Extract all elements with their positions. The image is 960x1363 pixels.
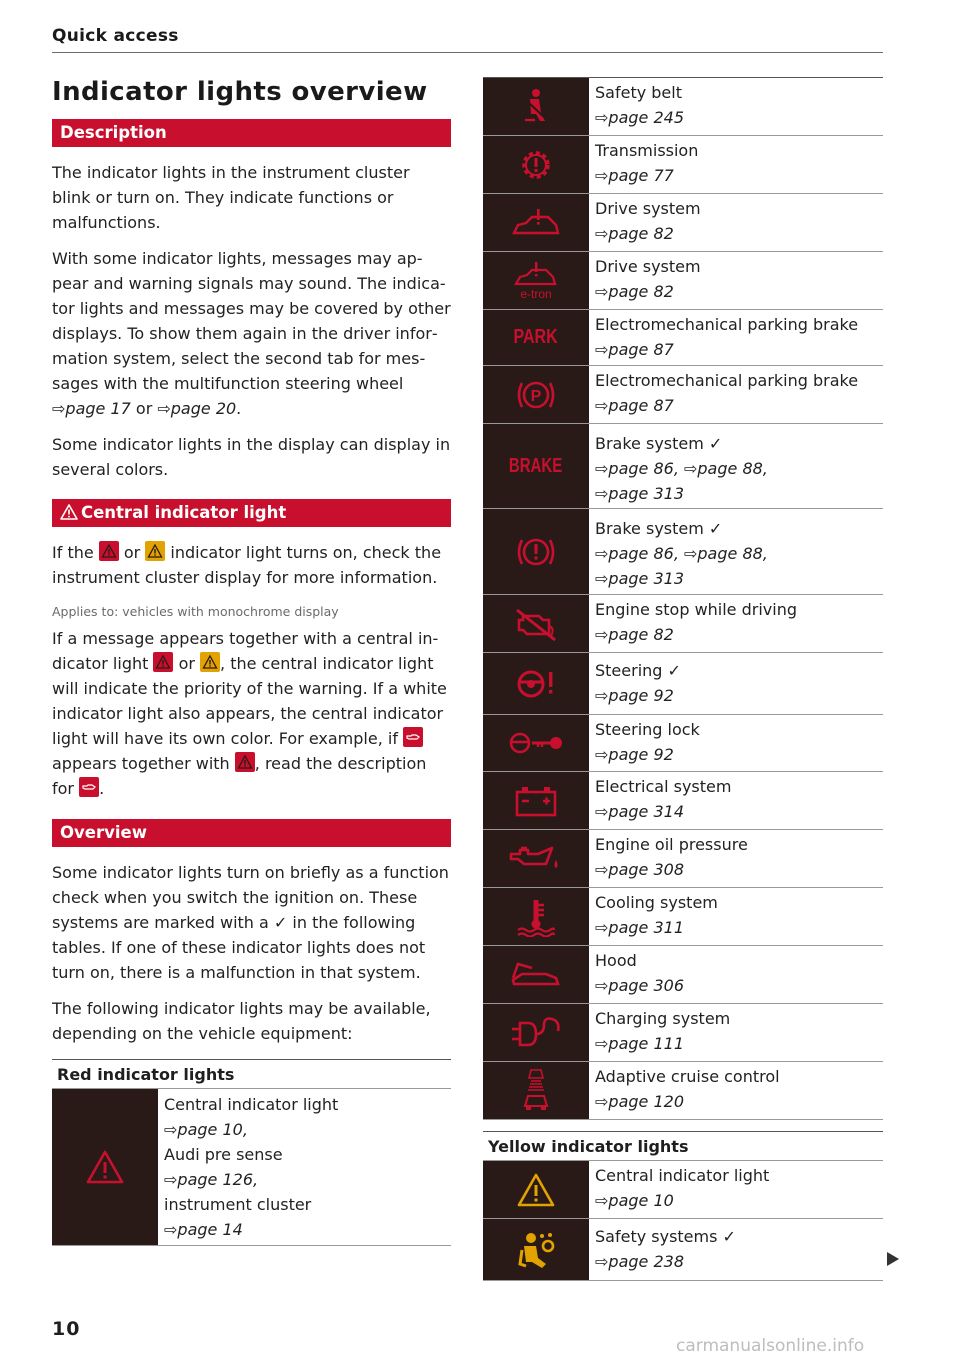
table-row <box>483 715 883 772</box>
page-ref-link[interactable]: ⇨page 14 <box>164 1220 243 1239</box>
steering-lock-icon <box>483 715 589 771</box>
page-header <box>52 26 883 53</box>
page-20-link[interactable]: ⇨page 20 <box>157 399 237 418</box>
table-row <box>483 424 883 509</box>
page-ref-link[interactable]: ⇨page 111 <box>595 1034 684 1053</box>
page-ref-link[interactable]: ⇨page 313 <box>595 569 684 588</box>
row-label: Electromechanical parking brake <box>595 371 859 390</box>
page-ref-link[interactable]: ⇨page 314 <box>595 802 684 821</box>
table-row <box>483 1062 883 1120</box>
page-ref-link[interactable]: ⇨page 120 <box>595 1092 684 1111</box>
battery-icon <box>483 772 589 829</box>
parking-brake-icon <box>483 366 589 423</box>
charging-plug-icon <box>483 1004 589 1061</box>
table-row <box>483 595 883 653</box>
red-warning-icon <box>153 652 173 672</box>
yellow-warning-icon <box>200 652 220 672</box>
table-row <box>483 772 883 830</box>
row-label: Adaptive cruise control <box>595 1067 780 1086</box>
table-row <box>483 946 883 1004</box>
row-label: Safety belt <box>595 83 682 102</box>
warning-outline-icon <box>60 501 78 529</box>
brake-text-icon: BRAKE <box>483 424 589 508</box>
table-row <box>52 1089 451 1246</box>
transmission-icon <box>483 136 589 193</box>
yellow-warning-icon <box>145 541 165 561</box>
drive-system-etron-icon <box>483 252 589 309</box>
row-label: Brake system ✓ <box>595 434 723 453</box>
page-ref-link[interactable]: ⇨page 82 <box>595 224 674 243</box>
page-ref-link[interactable]: ⇨page 92 <box>595 686 674 705</box>
svg-text:P: P <box>530 387 542 405</box>
central-paragraph-2: If a message appears together with a central indicator light or , the central indicator light will indicate the priority of the warning. If a white indicator light also appears, the central indicator light will have its own color. For example, if appears together with , read the description for . <box>52 629 447 798</box>
table-row <box>483 310 883 366</box>
cruise-control-icon <box>483 1062 589 1119</box>
row-label: Steering lock <box>595 720 700 739</box>
central-heading: Central indicator light <box>52 499 451 527</box>
row-label: Drive system <box>595 257 701 276</box>
page-ref-link[interactable]: ⇨page 86, ⇨page 88, <box>595 544 768 563</box>
row-label: Safety systems ✓ <box>595 1227 736 1246</box>
table-row <box>483 888 883 946</box>
brake-system-icon <box>483 509 589 594</box>
table-row <box>483 136 883 194</box>
row-label: Hood <box>595 951 637 970</box>
description-paragraph-2: With some indicator lights, messages may appear and warning signals may sound. The indicator lights and messages may be covered by other displays. To show them again in the driver information system, select the second tab for messages with the multifunction steering wheel ⇨page 17 or ⇨page 20. <box>52 249 451 418</box>
safety-belt-icon <box>483 78 589 135</box>
red-warning-icon <box>99 541 119 561</box>
page-ref-link[interactable]: ⇨page 10 <box>595 1191 674 1210</box>
page-number: 10 <box>52 1318 81 1340</box>
oil-can-icon <box>483 830 589 887</box>
hood-icon <box>483 946 589 1003</box>
row-label: Drive system <box>595 199 701 218</box>
etron-label: e-tron <box>520 287 552 301</box>
page-ref-link[interactable]: ⇨page 77 <box>595 166 674 185</box>
yellow-indicator-title: Yellow indicator lights <box>483 1131 883 1161</box>
overview-paragraph-1: Some indicator lights turn on briefly as a function check when you switch the ignition on. These systems are marked with a ✓ in the following tables. If one of these indicator lights does not turn on, there is a malfunction in that system. <box>52 863 449 982</box>
row-label: Electromechanical parking brake <box>595 315 859 334</box>
row-label: Steering ✓ <box>595 661 681 680</box>
central-paragraph-1: If the or indicator light turns on, check the instrument cluster display for more information. <box>52 543 442 587</box>
row-label: Transmission <box>595 141 699 160</box>
overview-heading: Overview <box>52 819 451 847</box>
row-label: Engine stop while driving <box>595 600 797 619</box>
red-lights-table <box>483 77 883 1120</box>
row-label: Electrical system <box>595 777 732 796</box>
drive-system-icon <box>483 194 589 251</box>
left-column <box>52 72 451 1246</box>
right-column <box>483 77 883 1281</box>
page-ref-link[interactable]: ⇨page 126, <box>164 1170 259 1189</box>
page-ref-link[interactable]: ⇨page 87 <box>595 340 674 359</box>
table-row <box>483 366 883 424</box>
page-ref-link[interactable]: ⇨page 92 <box>595 745 674 764</box>
page-title: Indicator lights overview <box>52 77 428 107</box>
row-label: Central indicator light <box>595 1166 770 1185</box>
page-ref-link[interactable]: ⇨page 82 <box>595 282 674 301</box>
page-ref-link[interactable]: ⇨page 306 <box>595 976 684 995</box>
row-label: Engine oil pressure <box>595 835 748 854</box>
warning-triangle-yellow-icon <box>483 1161 589 1218</box>
description-paragraph-1: The indicator lights in the instrument cluster blink or turn on. They indicate functions or malfunctions. <box>52 163 410 232</box>
table-row <box>483 1219 883 1281</box>
page-ref-link[interactable]: ⇨page 308 <box>595 860 684 879</box>
table-row <box>483 653 883 715</box>
overview-paragraph-2: The following indicator lights may be available, depending on the vehicle equipment: <box>52 999 431 1043</box>
watermark: carmanualsonline.info <box>676 1336 865 1356</box>
applies-note: Applies to: vehicles with monochrome display <box>52 604 339 619</box>
page-ref-link[interactable]: ⇨page 311 <box>595 918 684 937</box>
steering-icon <box>483 653 589 714</box>
coolant-icon <box>483 888 589 945</box>
page-ref-link[interactable]: ⇨page 313 <box>595 484 684 503</box>
continue-arrow-icon <box>887 1252 899 1266</box>
table-row <box>483 1004 883 1062</box>
page-ref-link[interactable]: ⇨page 10, <box>164 1120 248 1139</box>
page-ref-link[interactable]: ⇨page 238 <box>595 1252 684 1271</box>
description-heading: Description <box>52 119 451 147</box>
table-row <box>483 194 883 252</box>
red-warning-icon <box>235 752 255 772</box>
description-paragraph-3: Some indicator lights in the display can display in several colors. <box>52 435 451 479</box>
page-ref-link[interactable]: ⇨page 82 <box>595 625 674 644</box>
table-row <box>483 252 883 310</box>
page-ref-link[interactable]: ⇨page 86, ⇨page 88, <box>595 459 768 478</box>
engine-stop-icon <box>483 595 589 652</box>
oil-can-small-icon <box>403 727 423 747</box>
table-row <box>483 1161 883 1219</box>
section-title: Quick access <box>52 26 179 46</box>
table-row <box>483 509 883 595</box>
oil-can-small-icon <box>79 777 99 797</box>
row-label: Charging system <box>595 1009 731 1028</box>
red-indicator-title: Red indicator lights <box>52 1059 451 1089</box>
red-central-text: Central indicator light ⇨page 10, Audi pre sense ⇨page 126, instrument cluster ⇨page 14 <box>158 1089 344 1245</box>
page-ref-link[interactable]: ⇨page 245 <box>595 108 684 127</box>
table-row <box>483 830 883 888</box>
park-text-icon: PARK <box>483 310 589 365</box>
airbag-icon <box>483 1219 589 1280</box>
page-ref-link[interactable]: ⇨page 87 <box>595 396 674 415</box>
row-label: Cooling system <box>595 893 718 912</box>
row-label: Brake system ✓ <box>595 519 723 538</box>
warning-triangle-icon <box>52 1089 158 1245</box>
page-17-link[interactable]: ⇨page 17 <box>52 399 131 418</box>
table-row <box>483 78 883 136</box>
